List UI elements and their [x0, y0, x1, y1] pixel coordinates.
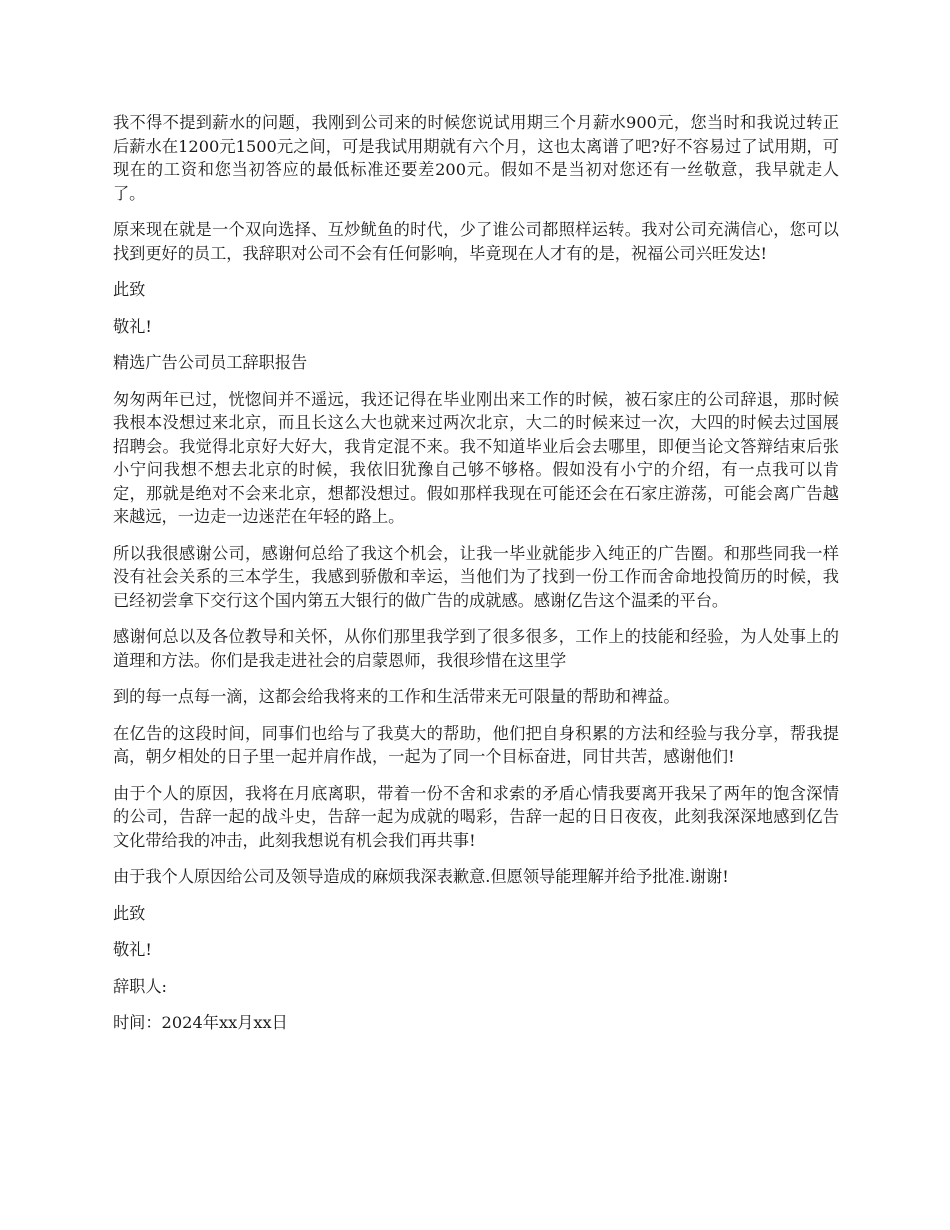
closing-cizhi-2: 此致 [113, 903, 146, 923]
section-title: 精选广告公司员工辞职报告 [113, 353, 308, 372]
paragraph-continued: 到的每一点每一滴，这都会给我将来的工作和生活带来无可限量的帮助和裨益。 [113, 687, 680, 706]
paragraph-leaving: 由于个人的原因，我将在月底离职，带着一份不舍和求索的矛盾心情我要离开我呆了两年的饱含深情的公司，告辞一起的战斗史，告辞一起为成就的喝彩，告辞一起的日日夜夜，此刻我深深地感到亿告文化带给我的冲击，此刻我想说有机会我们再共事! [113, 783, 839, 850]
paragraph-mutual-choice: 原来现在就是一个双向选择、互炒鱿鱼的时代，少了谁公司都照样运转。我对公司充满信心，您可以找到更好的员工，我辞职对公司不会有任何影响，毕竟现在人才有的是，祝福公司兴旺发达! [113, 220, 839, 263]
closing-jingli-2: 敬礼! [113, 940, 152, 959]
paragraph-thanks-company: 所以我很感谢公司，感谢何总给了我这个机会，让我一毕业就能步入纯正的广告圈。和那些同我一样没有社会关系的三本学生，我感到骄傲和幸运，当他们为了找到一份工作而舍命地投简历的时候，我已经初尝拿下交行这个国内第五大银行的做广告的成就感。感谢亿告这个温柔的平台。 [113, 543, 839, 610]
paragraph-salary-complaint: 我不得不提到薪水的问题，我刚到公司来的时候您说试用期三个月薪水900元，您当时和我说过转正后薪水在1200元1500元之间，可是我试用期就有六个月，这也太离谱了吧?好不容易过了试用期，可现在的工资和您当初答应的最低标准还要差200元。假如不是当初对您还有一丝敬意，我早就走人了。 [113, 113, 839, 203]
paragraph-apology: 由于我个人原因给公司及领导造成的麻烦我深表歉意.但愿领导能理解并给予批准.谢谢! [113, 867, 729, 886]
date-line: 时间：2024年xx月xx日 [113, 1013, 288, 1032]
paragraph-two-years: 匆匆两年已过，恍惚间并不遥远，我还记得在毕业刚出来工作的时候，被石家庄的公司辞退，那时候我根本没想过来北京，而且长这么大也就来过两次北京，大二的时候来过一次，大四的时候去过国展招聘会。我觉得北京好大好大，我肯定混不来。我不知道毕业后会去哪里，即便当论文答辩结束后张小宁问我想不想去北京的时候，我依旧犹豫自己够不够格。假如没有小宁的介绍，有一点我可以肯定，那就是绝对不会来北京，想都没想过。假如那样我现在可能还会在石家庄游荡，可能会离广告越来越远，一边走一边迷茫在年轻的路上。 [113, 389, 839, 526]
document-body [113, 111, 839, 1048]
paragraph-thanks-colleagues: 在亿告的这段时间，同事们也给与了我莫大的帮助，他们把自身积累的方法和经验与我分享，帮我提高，朝夕相处的日子里一起并肩作战，一起为了同一个目标奋进，同甘共苦，感谢他们! [113, 723, 839, 766]
closing-cizhi: 此致 [113, 280, 146, 299]
closing-jingli: 敬礼! [113, 316, 152, 336]
paragraph-thanks-leaders: 感谢何总以及各位教导和关怀，从你们那里我学到了很多很多，工作上的技能和经验，为人处事上的道理和方法。你们是我走进社会的启蒙恩师，我很珍惜在这里学 [113, 627, 839, 670]
signature-label: 辞职人: [113, 976, 168, 996]
